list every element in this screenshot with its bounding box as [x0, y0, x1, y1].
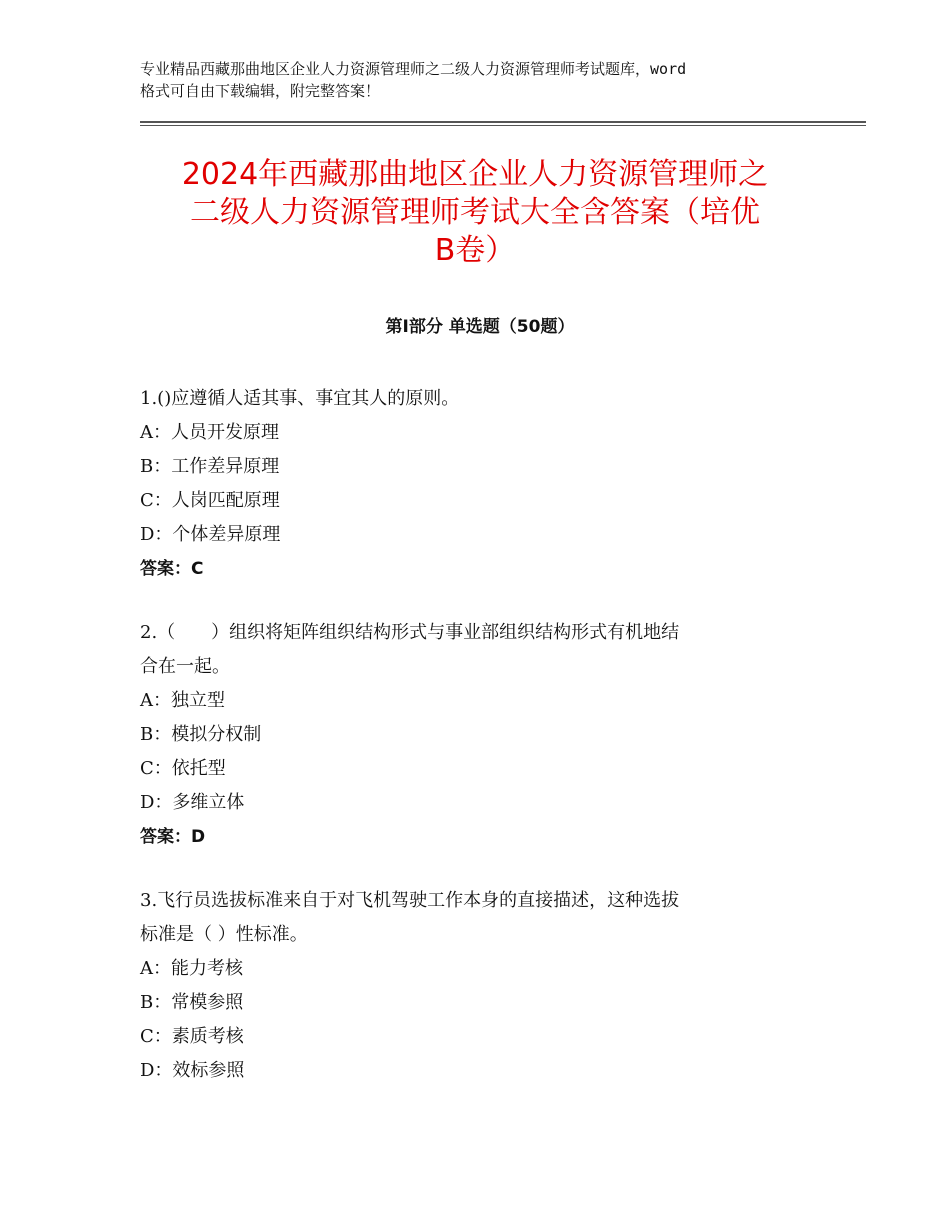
- title-line: 2024年西藏那曲地区企业人力资源管理师之: [181, 157, 769, 192]
- question-stem: 3.飞行员选拔标准来自于对飞机驾驶工作本身的直接描述，这种选拔: [140, 890, 680, 911]
- question-1: [140, 382, 820, 586]
- question-list: [140, 382, 820, 1118]
- question-stem: 合在一起。: [140, 656, 230, 677]
- option-c: C：依托型: [140, 758, 226, 779]
- option-d: D：个体差异原理: [140, 524, 281, 545]
- option-b: B：模拟分权制: [140, 724, 262, 745]
- option-b: B：常模参照: [140, 992, 244, 1013]
- option-a: A：独立型: [140, 690, 225, 711]
- section-title: 第Ⅰ部分 单选题（50题）: [385, 317, 575, 337]
- header-divider: [140, 121, 866, 123]
- question-stem: 1.()应遵循人适其事、事宜其人的原则。: [140, 388, 460, 409]
- question-3: [140, 884, 820, 1088]
- header-note: [140, 58, 820, 102]
- question-2: [140, 616, 820, 854]
- title-line: 二级人力资源管理师考试大全含答案（培优: [190, 195, 760, 230]
- answer: 答案：C: [140, 559, 204, 579]
- option-d: D：效标参照: [140, 1060, 245, 1081]
- header-note-line: 格式可自由下载编辑，附完整答案！: [140, 82, 381, 100]
- option-c: C：人岗匹配原理: [140, 490, 280, 511]
- title-line: B卷）: [434, 233, 516, 268]
- option-c: C：素质考核: [140, 1026, 244, 1047]
- answer: 答案：D: [140, 827, 206, 847]
- option-d: D：多维立体: [140, 792, 245, 813]
- question-stem: 标准是（ ）性标准。: [140, 924, 308, 945]
- header-divider: [140, 125, 866, 126]
- option-a: A：能力考核: [140, 958, 243, 979]
- header-note-line: 专业精品西藏那曲地区企业人力资源管理师之二级人力资源管理师考试题库，word: [140, 60, 687, 78]
- document-title: [130, 156, 820, 270]
- option-b: B：工作差异原理: [140, 456, 280, 477]
- question-stem: 2.（ ）组织将矩阵组织结构形式与事业部组织结构形式有机地结: [140, 622, 680, 643]
- option-a: A：人员开发原理: [140, 422, 279, 443]
